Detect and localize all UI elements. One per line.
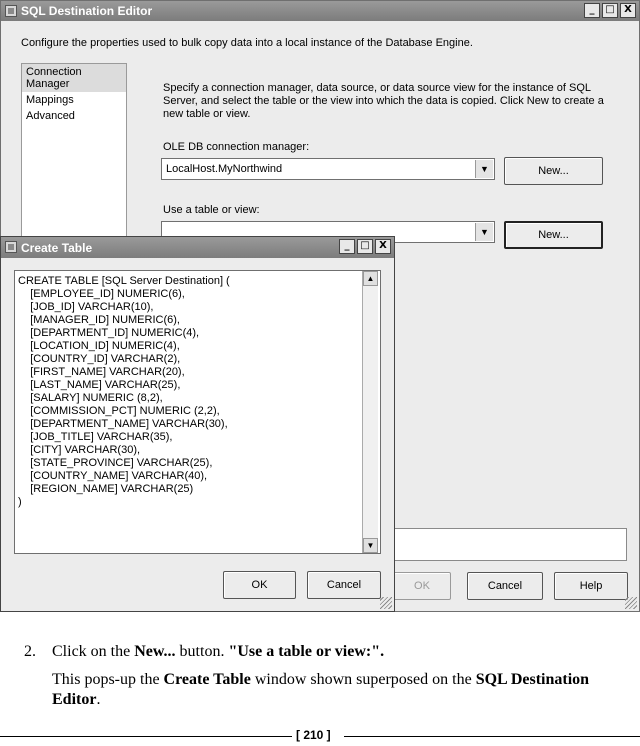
ole-db-connection-value: LocalHost.MyNorthwind — [166, 163, 283, 175]
nav-item-advanced[interactable]: Advanced — [26, 110, 75, 122]
create-table-sql: CREATE TABLE [SQL Server Destination] ( [EMPLOYEE_ID] NUMERIC(6), [JOB_ID] VARCHAR(10), [MANAGER_ID] NUMERIC(6), [DEPARTMENT_ID] NUMERIC(4), [LOCATION_ID] NUMERIC(4), [COUNTRY_ID] VARCHAR(2), [FIRST_NAME] VARCHAR(20), [LAST_NAME] VARCHAR(25), [SALARY] NUMERIC (8,2), [COMMISSION_PCT] NUMERIC (2,2), [DEPARTMENT_NAME] VARCHAR(30), [JOB_TITLE] VARCHAR(35), [CITY] VARCHAR(30), [STATE_PROVINCE] VARCHAR(25), [COUNTRY_NAME] VARCHAR(40), [REGION_NAME] VARCHAR(25) ) — [18, 275, 230, 508]
scroll-up-icon[interactable]: ▲ — [363, 271, 378, 286]
create-table-resize-grip[interactable] — [380, 597, 392, 609]
new-connection-button[interactable]: New... — [504, 157, 603, 185]
ole-db-connection-select[interactable] — [161, 158, 495, 180]
minimize-button[interactable]: _ — [339, 239, 355, 254]
editor-message-area — [393, 528, 627, 561]
window-app-icon — [5, 241, 17, 253]
table-view-label: Use a table or view: — [163, 204, 260, 216]
nav-item-connection-manager[interactable]: Connection Manager — [22, 64, 126, 92]
editor-nav-list — [21, 63, 127, 239]
step-caption-line2 — [52, 670, 622, 710]
page-number: [ 210 ] — [296, 728, 331, 742]
caption-bold-create-table: Create Table — [163, 671, 251, 688]
ole-db-label: OLE DB connection manager: — [163, 141, 310, 153]
create-table-title: Create Table — [21, 240, 93, 255]
caption-bold-quote: "Use a table or view:". — [228, 643, 385, 660]
editor-resize-grip[interactable] — [625, 597, 637, 609]
editor-instructions: Specify a connection manager, data source, or data source view for the instance of SQL Server, and select the table or the view into which the data is copied. Click New to create a new table or view. — [163, 82, 604, 120]
maximize-button[interactable]: □ — [602, 3, 618, 18]
editor-cancel-button[interactable]: Cancel — [467, 572, 543, 600]
editor-ok-button[interactable]: OK — [393, 572, 451, 600]
create-table-titlebar[interactable] — [1, 237, 394, 258]
editor-help-button[interactable]: Help — [554, 572, 628, 600]
chevron-down-icon[interactable]: ▼ — [475, 223, 493, 241]
create-table-ok-button[interactable]: OK — [223, 571, 296, 599]
create-table-cancel-button[interactable]: Cancel — [307, 571, 381, 599]
editor-title: SQL Destination Editor — [21, 4, 153, 18]
step-caption-line1 — [24, 643, 384, 661]
editor-titlebar[interactable] — [1, 1, 639, 21]
footer-rule-right — [344, 736, 640, 737]
maximize-button[interactable]: □ — [357, 239, 373, 254]
window-app-icon — [5, 5, 17, 17]
caption-bold-editor: SQL Destination Editor — [52, 671, 590, 708]
footer-rule-left — [0, 736, 292, 737]
create-table-window — [0, 236, 395, 612]
caption-text: This pops-up the — [52, 671, 164, 688]
scroll-down-icon[interactable]: ▼ — [363, 538, 378, 553]
close-button[interactable]: X — [620, 3, 636, 18]
chevron-down-icon[interactable]: ▼ — [475, 160, 493, 178]
step-number: 2. — [24, 643, 36, 660]
minimize-button[interactable]: _ — [584, 3, 600, 18]
caption-text: button. — [175, 643, 229, 660]
nav-item-mappings[interactable]: Mappings — [26, 94, 74, 106]
caption-bold-new: New... — [134, 643, 176, 660]
editor-description: Configure the properties used to bulk copy data into a local instance of the Database Engine. — [21, 37, 473, 49]
close-button[interactable]: X — [375, 239, 391, 254]
new-table-button[interactable]: New... — [504, 221, 603, 249]
caption-text: Click on the — [52, 643, 135, 660]
caption-text: . — [96, 691, 101, 708]
sql-scrollbar[interactable] — [362, 271, 378, 553]
caption-text: window shown superposed on the — [250, 671, 476, 688]
